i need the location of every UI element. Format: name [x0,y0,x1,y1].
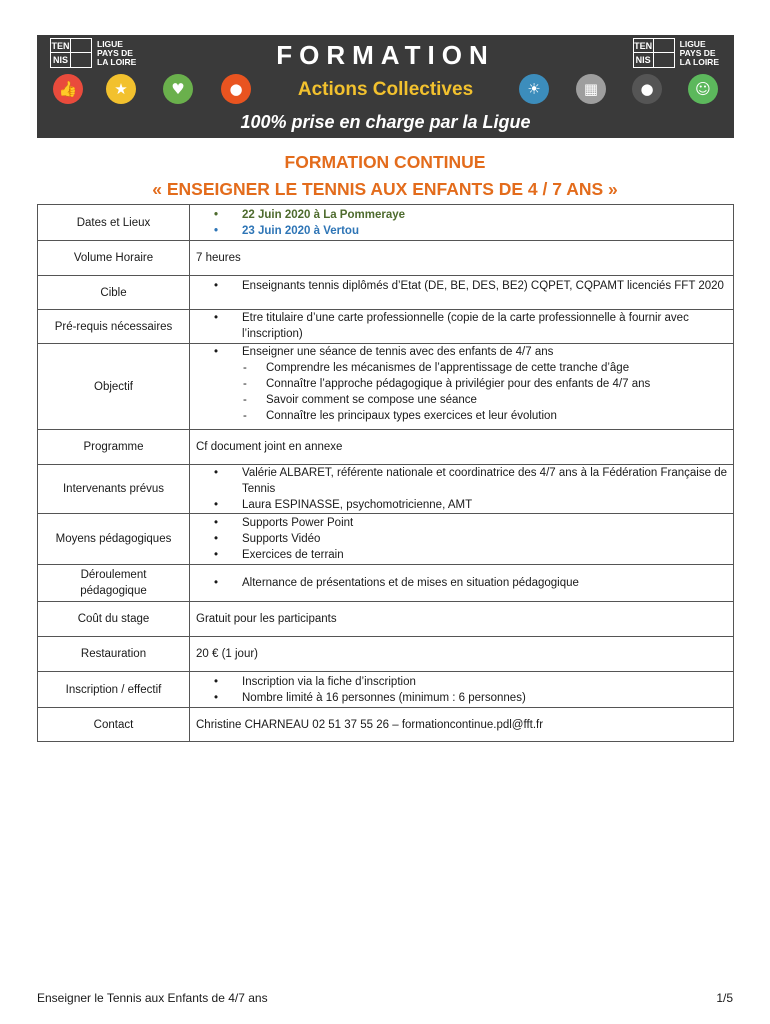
training-details-table [37,204,734,742]
list-item: • Exercices de terrain [196,547,727,563]
list-item: • Laura ESPINASSE, psychomotricienne, AMT [196,497,727,513]
list-item: • Enseigner une séance de tennis avec des enfants de 4/7 ans [196,344,727,360]
sub-item: - Connaître les principaux types exercices et leur évolution [196,408,727,424]
date-item: • 23 Juin 2020 à Vertou [196,223,727,239]
sub-item: - Connaître l’approche pédagogique à privilégier pour des enfants de 4/7 ans [196,376,727,392]
banner-tagline: 100% prise en charge par la Ligue [240,112,531,132]
list-item: • Inscription via la fiche d’inscription [196,674,727,690]
table-row [38,344,734,430]
row-label: Cible [38,276,190,310]
logo-text: LA LOIRE [97,56,137,67]
row-label: Intervenants prévus [38,465,190,514]
head-icon: ☺ [688,74,718,104]
footer-doc-title: Enseigner le Tennis aux Enfants de 4/7 ans [37,991,268,1005]
row-value: 7 heures [190,241,734,276]
page-number: 1/5 [716,991,733,1005]
table-row [38,465,734,514]
book-icon: ▦ [576,74,606,104]
logo-text: PAYS DE [679,47,716,58]
row-label: pédagogique [80,585,147,597]
list-item: • Etre titulaire d’une carte professionnelle (copie de la carte professionnelle à fournir avec l’inscription) [196,310,727,342]
row-label: Coût du stage [38,602,190,637]
list-item: • Supports Vidéo [196,531,727,547]
chat-bubble-icon: ● [221,74,251,104]
logo-text: NIS [634,53,654,67]
logo-text: LIGUE [97,38,123,49]
table-row [38,672,734,708]
logo-text: TEN [51,39,71,53]
logo-text: TEN [634,39,654,53]
row-label: Déroulement [80,569,147,581]
logo-text: LA LOIRE [679,56,719,67]
table-row [38,708,734,742]
table-row [38,514,734,565]
row-label: Restauration [38,637,190,672]
list-item: • Nombre limité à 16 personnes (minimum : 6 personnes) [196,690,727,706]
list-item: • Supports Power Point [196,515,727,531]
row-value: Cf document joint en annexe [190,430,734,465]
list-item: • Enseignants tennis diplômés d’Etat (DE, BE, DES, BE2) CQPET, CQPAMT licenciés FFT 2020 [196,278,727,294]
row-label: Programme [38,430,190,465]
table-row [38,241,734,276]
row-value: 20 € (1 jour) [190,637,734,672]
header-banner [37,35,734,138]
logo-text: LIGUE [679,38,706,49]
row-label: Dates et Lieux [38,205,190,241]
row-label: Moyens pédagogiques [38,514,190,565]
runner-icon: ● [632,74,662,104]
lightbulb-icon: ☀ [519,74,549,104]
logo-text: PAYS DE [97,47,133,58]
row-label: Inscription / effectif [38,672,190,708]
trophy-icon: ★ [106,74,136,104]
row-label: Contact [38,708,190,742]
row-value: Gratuit pour les participants [190,602,734,637]
row-label: Volume Horaire [38,241,190,276]
table-row [38,276,734,310]
table-row [38,310,734,344]
table-row [38,602,734,637]
logo-text: NIS [51,53,71,67]
banner-title: FORMATION [276,40,495,70]
row-label: Objectif [38,344,190,430]
table-row [38,205,734,241]
page-subtitle: « ENSEIGNER LE TENNIS AUX ENFANTS DE 4 / 7 ANS » [152,179,618,199]
thumbs-up-icon: 👍 [53,74,83,104]
row-label: Pré-requis nécessaires [38,310,190,344]
table-row [38,565,734,602]
date-item: • 22 Juin 2020 à La Pommeraye [196,207,727,223]
list-item: • Alternance de présentations et de mises en situation pédagogique [196,575,727,591]
page-title: FORMATION CONTINUE [284,152,486,172]
sub-item: - Savoir comment se compose une séance [196,392,727,408]
table-row [38,430,734,465]
banner-subtitle: Actions Collectives [297,79,474,100]
list-item: • Valérie ALBARET, référente nationale et coordinatrice des 4/7 ans à la Fédération Française de Tennis [196,465,727,497]
heart-icon: ♥ [163,74,193,104]
row-value: Christine CHARNEAU 02 51 37 55 26 – formationcontinue.pdl@fft.fr [190,708,734,742]
sub-item: - Comprendre les mécanismes de l’apprentissage de cette tranche d’âge [196,360,727,376]
table-row [38,637,734,672]
